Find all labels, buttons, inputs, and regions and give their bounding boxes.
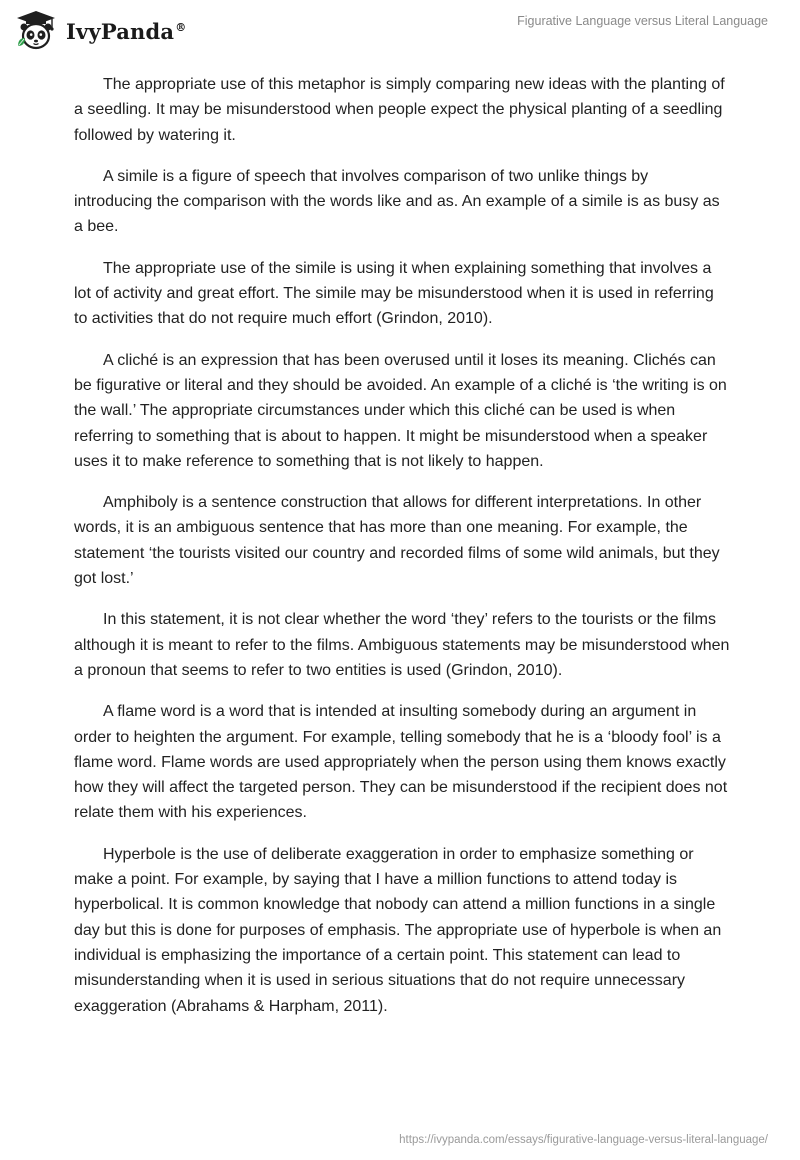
paragraph: Hyperbole is the use of deliberate exaggeration in order to emphasize something or make a point. For example, by saying that I have a million functions to attend today is hyperbolical. It is common knowledge that nobody can attend a million functions in a single day but this is done for purposes of emphasis. The appropriate use of hyperbole is when an individual is emphasizing the importance of a certain point. This statement can lead to misunderstanding when it is used in serious situations that do not require unnecessary exaggeration (Abrahams & Harpham, 2011). xyxy=(74,845,722,1015)
paragraph: A simile is a figure of speech that involves comparison of two unlike things by introducing the comparison with the words like and as. An example of a simile is as busy as a bee. xyxy=(74,167,720,236)
page-header xyxy=(0,0,800,60)
paragraph: A cliché is an expression that has been overused until it loses its meaning. Clichés can be figurative or literal and they should be avoided. An example of a cliché is ‘the writing is on the wall.’ The appropriate circumstances under which this cliché can be used is when referring to something that is about to happen. It might be misunderstood when a speaker uses it to make reference to something that is not likely to happen. xyxy=(74,351,727,470)
source-url[interactable]: https://ivypanda.com/essays/figurative-language-versus-literal-language/ xyxy=(399,1134,768,1146)
paragraph: The appropriate use of the simile is using it when explaining something that involves a lot of activity and great effort. The simile may be misunderstood when it is used in referring to activities that do not require much effort (Grindon, 2010). xyxy=(74,259,714,328)
document-title: Figurative Language versus Literal Language xyxy=(517,14,768,28)
registered-mark: ® xyxy=(175,20,187,34)
paragraph: The appropriate use of this metaphor is simply comparing new ideas with the planting of a seedling. It may be misunderstood when people expect the physical planting of a seedling followed by watering it. xyxy=(74,76,725,144)
brand-name: IvyPanda® xyxy=(66,18,187,44)
ivypanda-logo[interactable] xyxy=(14,8,186,52)
paragraph: A flame word is a word that is intended at insulting somebody during an argument in order to heighten the argument. For example, telling somebody that he is a ‘bloody fool’ is a flame word. Flame words are used appropriately when the person using them knows exactly how they will affect the targeted person. They can be misunderstood if the recipient does not relate them with his experiences. xyxy=(74,703,728,822)
paragraph: Amphiboly is a sentence construction that allows for different interpretations. In other words, it is an ambiguous sentence that has more than one meaning. For example, the statement ‘the tourists visited our country and recorded films of some wild animals, but they got lost.’ xyxy=(74,494,720,588)
paragraph: In this statement, it is not clear whether the word ‘they’ refers to the tourists or the films although it is meant to refer to the films. Ambiguous statements may be misunderstood when a pronoun that seems to refer to two entities is used (Grindon, 2010). xyxy=(74,611,730,679)
essay-body xyxy=(74,72,730,1035)
panda-graduate-icon xyxy=(14,8,58,52)
